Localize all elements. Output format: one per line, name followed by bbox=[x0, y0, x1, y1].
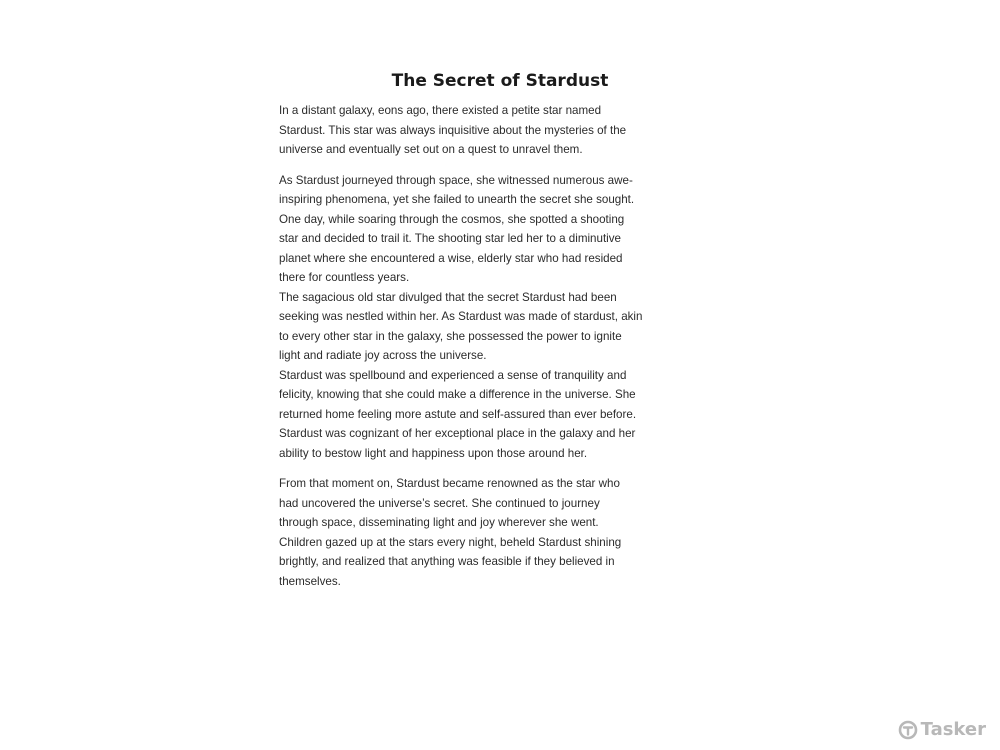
document-body bbox=[279, 101, 729, 591]
tasker-logo-icon bbox=[898, 720, 918, 740]
document-title: The Secret of Stardust bbox=[391, 71, 609, 91]
text-line: to every other star in the galaxy, she possessed the power to ignite bbox=[279, 329, 622, 343]
text-line: Children gazed up at the stars every night, beheld Stardust shining bbox=[279, 535, 622, 549]
tasker-watermark bbox=[898, 719, 986, 740]
text-line: Stardust was spellbound and experienced a sense of tranquility and bbox=[279, 368, 627, 382]
text-line: had uncovered the universe’s secret. She continued to journey bbox=[279, 496, 600, 510]
text-line: themselves. bbox=[279, 574, 341, 588]
text-line: through space, disseminating light and joy wherever she went. bbox=[279, 516, 599, 529]
paragraph bbox=[279, 366, 729, 464]
text-line: Stardust. This star was always inquisitive about the mysteries of the bbox=[279, 123, 627, 137]
text-line: felicity, knowing that she could make a difference in the universe. She bbox=[279, 388, 636, 401]
paragraph bbox=[279, 288, 729, 366]
text-line: brightly, and realized that anything was feasible if they believed in bbox=[279, 555, 615, 568]
paragraph bbox=[279, 101, 729, 160]
text-line: there for countless years. bbox=[279, 271, 410, 284]
text-line: One day, while soaring through the cosmos, she spotted a shooting bbox=[279, 212, 625, 226]
text-line: Stardust was cognizant of her exceptional place in the galaxy and her bbox=[279, 427, 636, 440]
text-line: From that moment on, Stardust became renowned as the star who bbox=[279, 477, 620, 490]
paragraph bbox=[279, 171, 729, 288]
text-line: The sagacious old star divulged that the secret Stardust had been bbox=[279, 290, 617, 304]
text-line: In a distant galaxy, eons ago, there existed a petite star named bbox=[279, 104, 602, 117]
text-line: universe and eventually set out on a quest to unravel them. bbox=[279, 143, 583, 156]
text-line: planet where she encountered a wise, elderly star who had resided bbox=[279, 251, 623, 265]
text-line: returned home feeling more astute and self-assured than ever before. bbox=[279, 407, 637, 421]
text-line: As Stardust journeyed through space, she witnessed numerous awe- bbox=[279, 173, 633, 187]
watermark-text: Tasker bbox=[920, 719, 986, 740]
text-line: seeking was nestled within her. As Stardust was made of stardust, akin bbox=[279, 310, 643, 323]
text-line: star and decided to trail it. The shooting star led her to a diminutive bbox=[279, 232, 621, 245]
paragraph bbox=[279, 474, 729, 591]
text-line: light and radiate joy across the universe. bbox=[279, 349, 487, 362]
text-line: inspiring phenomena, yet she failed to unearth the secret she sought. bbox=[279, 193, 635, 206]
text-line: ability to bestow light and happiness upon those around her. bbox=[279, 446, 588, 460]
